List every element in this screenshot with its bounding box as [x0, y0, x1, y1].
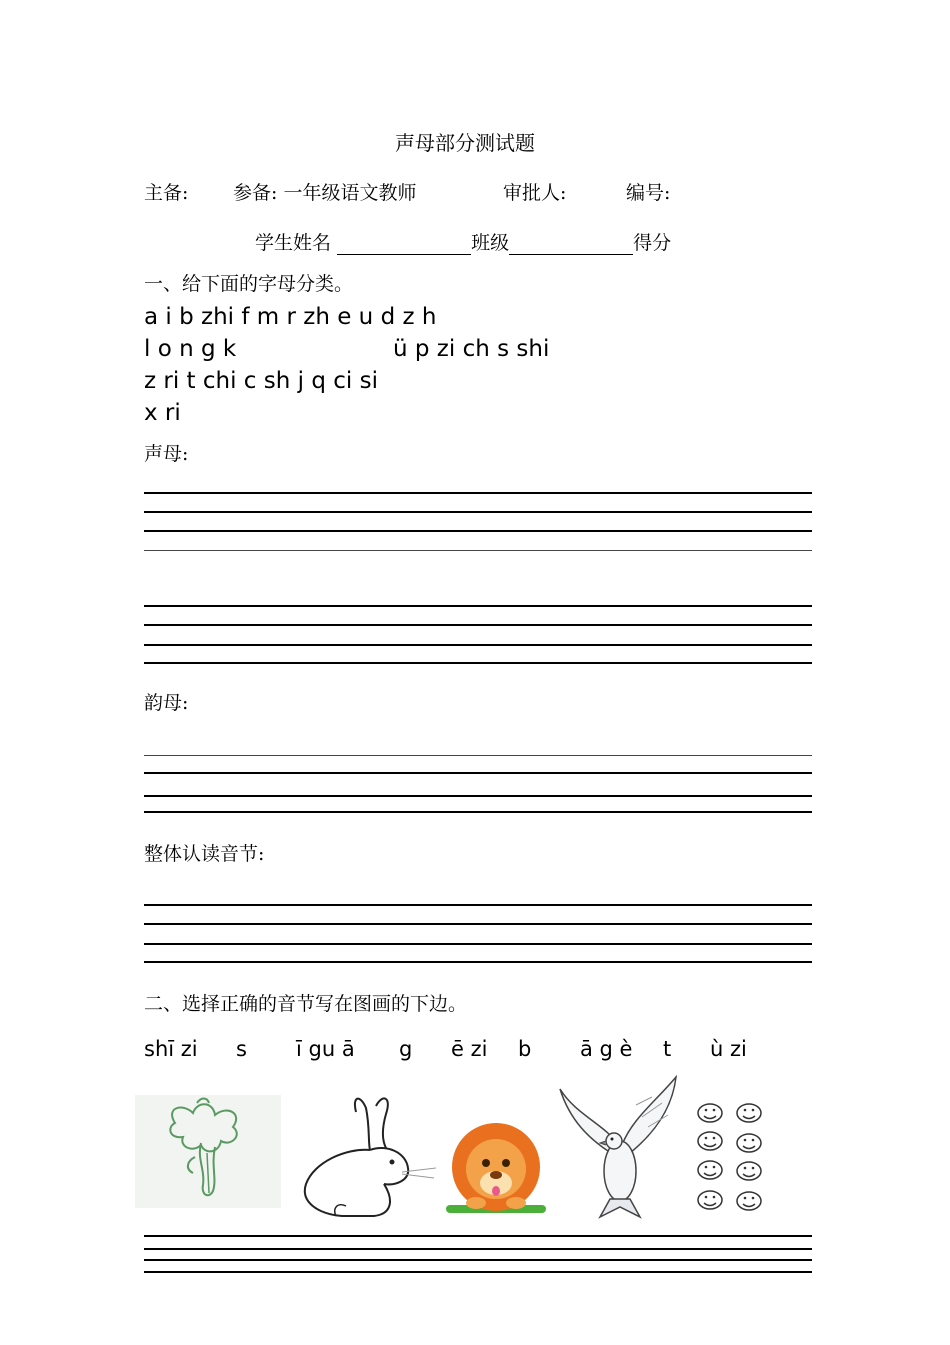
writing-line	[144, 624, 812, 626]
syllable: b	[518, 1037, 532, 1061]
syllable: t	[663, 1037, 672, 1061]
letter-line-3: z ri t chi c sh j q ci si	[144, 368, 378, 394]
section2-heading: 二、选择正确的音节写在图画的下边。	[144, 993, 468, 1015]
page-title: 声母部分测试题	[395, 131, 535, 155]
class-label: 班级	[471, 232, 510, 254]
student-name-label: 学生姓名	[255, 232, 332, 254]
writing-line	[144, 492, 812, 494]
writing-line	[144, 795, 812, 797]
zhengti-label: 整体认读音节:	[144, 843, 265, 865]
syllable: g	[399, 1037, 413, 1061]
writing-line	[144, 511, 812, 513]
score-label: 得分	[633, 232, 672, 254]
writing-line	[144, 1271, 812, 1273]
lion-image	[442, 1117, 550, 1217]
meta-canbei: 参备: 一年级语文教师	[233, 182, 417, 204]
writing-line	[144, 662, 812, 664]
shengmu-label: 声母:	[144, 443, 189, 465]
writing-line	[144, 1259, 812, 1261]
meta-bianhao: 编号:	[626, 182, 671, 204]
section1-heading: 一、给下面的字母分类。	[144, 273, 354, 295]
writing-line	[144, 530, 812, 532]
class-blank[interactable]	[509, 234, 633, 255]
dove-image	[556, 1075, 680, 1221]
student-info-line	[255, 228, 671, 255]
smiley-faces-image	[692, 1100, 768, 1218]
writing-line	[144, 550, 812, 551]
writing-line	[144, 772, 812, 774]
meta-shenpi: 审批人:	[503, 182, 567, 204]
syllable: ā g è	[580, 1037, 633, 1061]
writing-line	[144, 605, 812, 607]
letter-line-2a: l o n g k	[144, 336, 237, 362]
yunmu-label: 韵母:	[144, 692, 189, 714]
cucumber-image	[135, 1095, 281, 1208]
syllable: shī zi	[144, 1037, 198, 1061]
meta-zhubei: 主备:	[144, 182, 189, 204]
syllable: s	[236, 1037, 247, 1061]
writing-line	[144, 1248, 812, 1250]
writing-line	[144, 943, 812, 945]
writing-line	[144, 923, 812, 925]
letter-line-1: a i b zhi f m r zh e u d z h	[144, 304, 437, 330]
syllable: ē zi	[451, 1037, 488, 1061]
student-name-blank[interactable]	[337, 234, 471, 255]
writing-line	[144, 644, 812, 646]
writing-line	[144, 904, 812, 906]
syllable: ī gu ā	[296, 1037, 355, 1061]
writing-line	[144, 1235, 812, 1237]
letter-line-4: x ri	[144, 400, 181, 426]
writing-line	[144, 811, 812, 813]
syllable: ù zi	[710, 1037, 747, 1061]
rabbit-image	[296, 1092, 440, 1222]
letter-line-2b: ü p zi ch s shi	[393, 336, 550, 362]
writing-line	[144, 755, 812, 756]
writing-line	[144, 961, 812, 963]
